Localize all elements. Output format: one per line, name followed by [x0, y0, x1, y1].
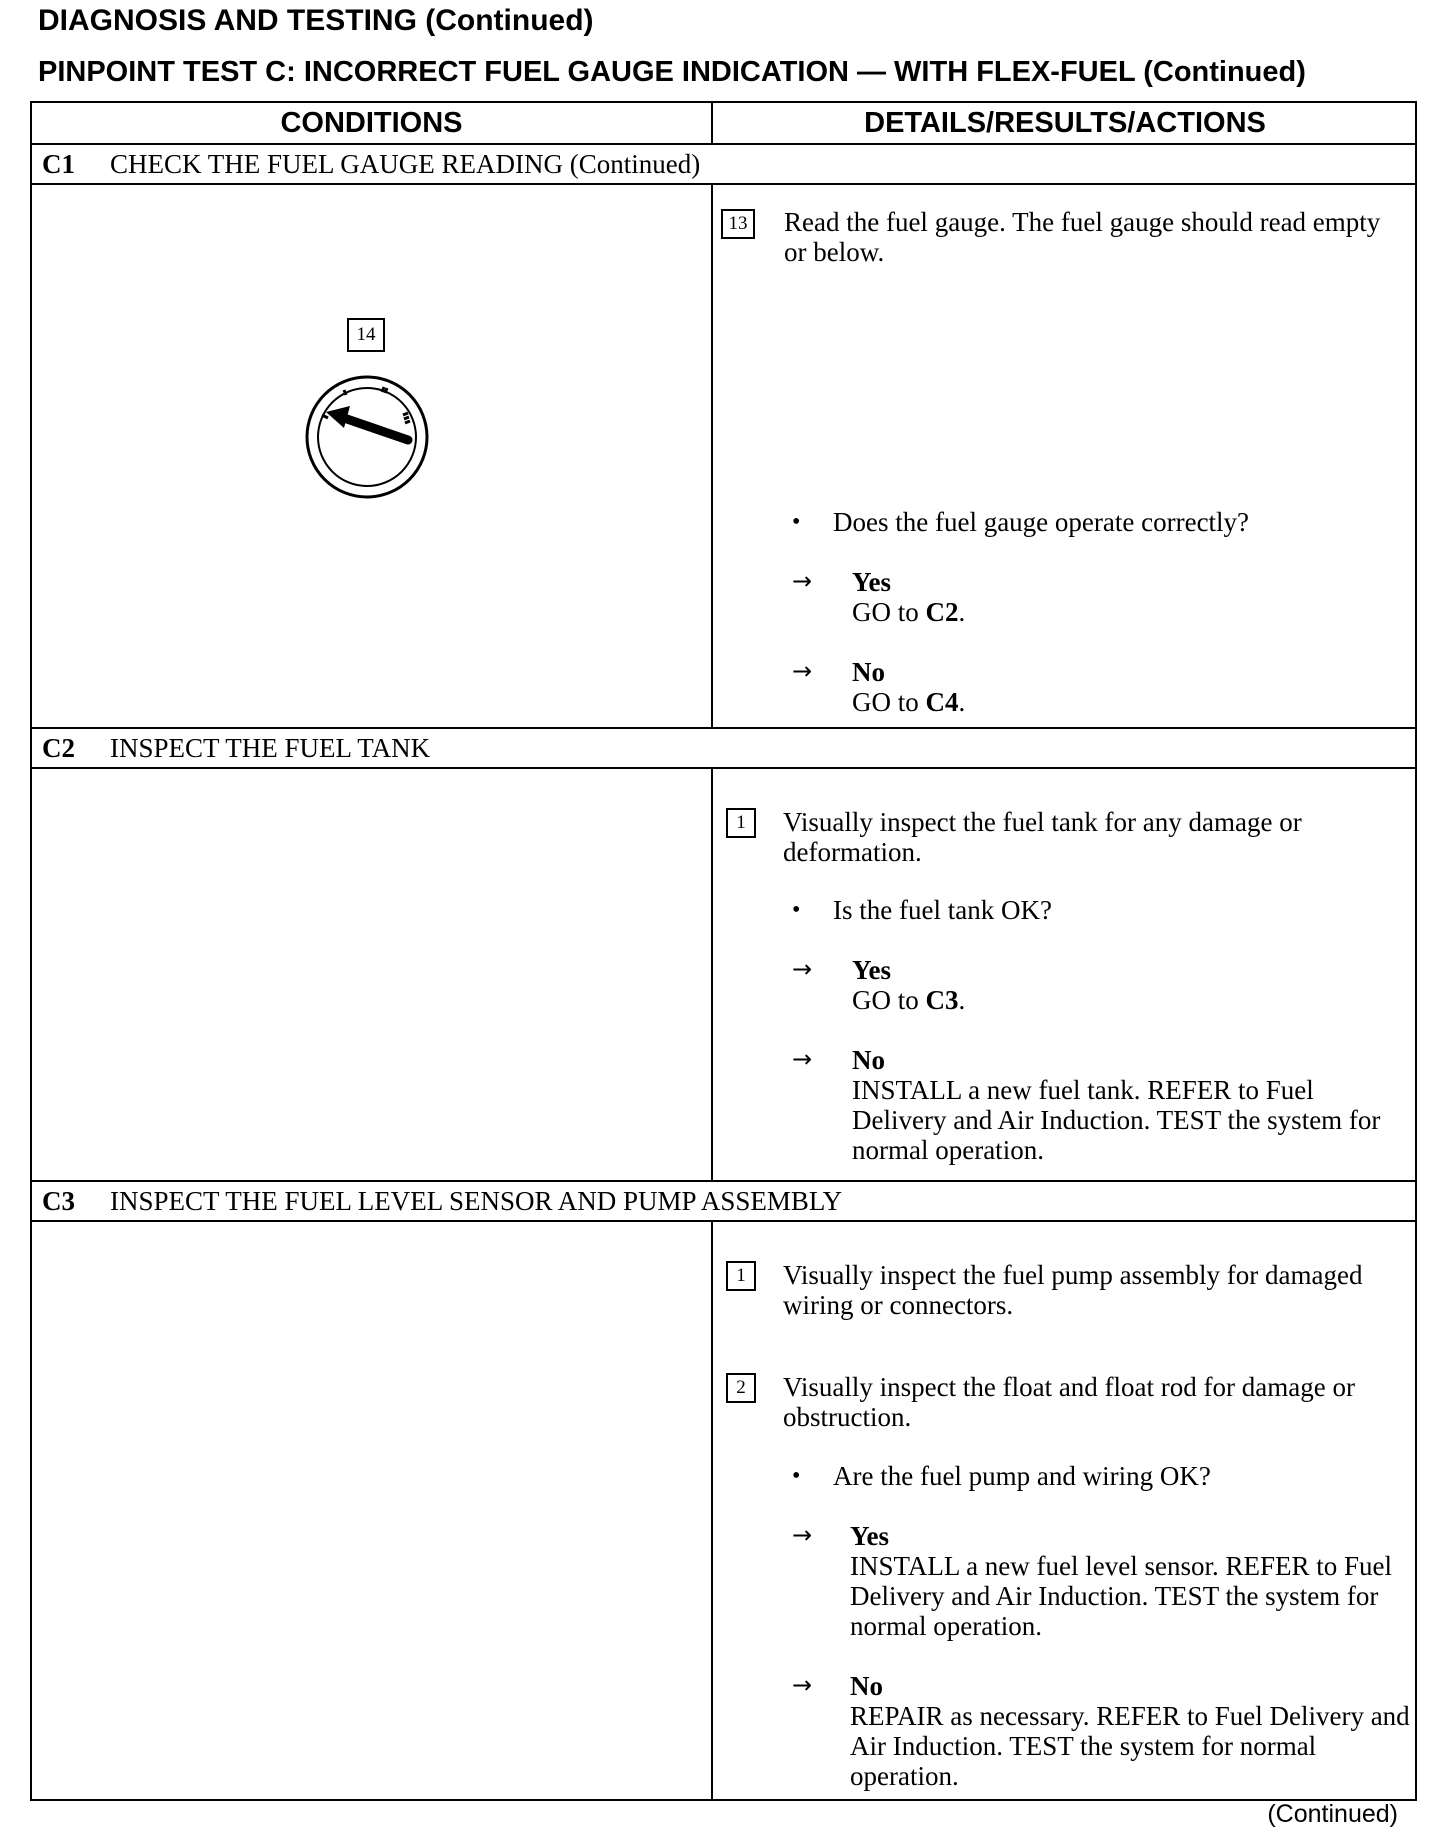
step-number: 1: [726, 808, 756, 838]
answer-suffix: .: [958, 687, 966, 717]
answer-text: INSTALL a new fuel level sensor. REFER to Fuel Delivery and Air Induction. TEST the system for normal operation.: [850, 1551, 1393, 1641]
column-header-conditions: CONDITIONS: [280, 107, 463, 139]
test-title: PINPOINT TEST C: INCORRECT FUEL GAUGE INDICATION — WITH FLEX-FUEL (Continued): [38, 56, 1306, 88]
section-c2-header: [32, 728, 1415, 768]
answer-text: REPAIR as necessary. REFER to Fuel Delivery and Air Induction. TEST the system for normal operation.: [850, 1701, 1410, 1791]
figure-number: 14: [347, 318, 385, 352]
section-title: INSPECT THE FUEL LEVEL SENSOR AND PUMP ASSEMBLY: [110, 1186, 843, 1216]
answer-label: Yes: [852, 955, 891, 985]
answer-ref: C3: [925, 985, 959, 1015]
arrow-icon: →: [792, 567, 813, 595]
section-code: C2: [42, 733, 75, 763]
question-text: Is the fuel tank OK?: [833, 895, 1052, 925]
page-title: DIAGNOSIS AND TESTING (Continued): [38, 4, 594, 37]
question-text: Are the fuel pump and wiring OK?: [833, 1461, 1211, 1491]
answer-prefix: GO to: [852, 985, 926, 1015]
answer-label: Yes: [852, 567, 891, 597]
section-code: C3: [42, 1186, 75, 1216]
pinpoint-test-table: [30, 101, 1417, 1801]
step-number: 2: [726, 1373, 756, 1403]
answer-prefix: GO to: [852, 597, 926, 627]
question-text: Does the fuel gauge operate correctly?: [833, 507, 1250, 537]
section-code: C1: [42, 149, 75, 179]
answer-no: [850, 1671, 1410, 1791]
bullet-icon: •: [792, 509, 801, 535]
step-text: Read the fuel gauge. The fuel gauge should read empty or below.: [784, 207, 1381, 267]
step-text: Visually inspect the float and float rod for damage or obstruction.: [783, 1372, 1355, 1432]
answer-label: Yes: [850, 1521, 889, 1551]
section-title: INSPECT THE FUEL TANK: [110, 733, 431, 763]
arrow-icon: →: [792, 1671, 813, 1699]
arrow-icon: →: [792, 1521, 813, 1549]
answer-yes: [850, 1521, 1410, 1641]
section-c1-header: [32, 144, 1415, 184]
answer-no: [852, 657, 1392, 717]
arrow-icon: →: [792, 1045, 813, 1073]
answer-suffix: .: [958, 985, 966, 1015]
bullet-icon: •: [792, 897, 801, 923]
step-number: 13: [721, 209, 755, 239]
column-header-details: DETAILS/RESULTS/ACTIONS: [864, 107, 1266, 139]
answer-text: INSTALL a new fuel tank. REFER to Fuel Delivery and Air Induction. TEST the system for normal operation.: [852, 1075, 1381, 1165]
answer-ref: C4: [925, 687, 959, 717]
answer-label: No: [852, 657, 885, 687]
step-number: 1: [726, 1261, 756, 1291]
answer-prefix: GO to: [852, 687, 926, 717]
continued-footer: (Continued): [1267, 1800, 1398, 1828]
arrow-icon: →: [792, 955, 813, 983]
section-title: CHECK THE FUEL GAUGE READING (Continued): [110, 149, 701, 179]
answer-ref: C2: [925, 597, 959, 627]
answer-label: No: [850, 1671, 883, 1701]
step-text: Visually inspect the fuel pump assembly for damaged wiring or connectors.: [783, 1260, 1363, 1320]
answer-suffix: .: [958, 597, 966, 627]
answer-yes: [852, 955, 1392, 1015]
answer-no: [852, 1045, 1402, 1165]
answer-label: No: [852, 1045, 885, 1075]
answer-yes: [852, 567, 1392, 627]
arrow-icon: →: [792, 657, 813, 685]
section-c3-header: [32, 1181, 1415, 1221]
fuel-gauge-icon: [300, 370, 434, 504]
step-text: Visually inspect the fuel tank for any damage or deformation.: [783, 807, 1302, 867]
bullet-icon: •: [792, 1463, 801, 1489]
